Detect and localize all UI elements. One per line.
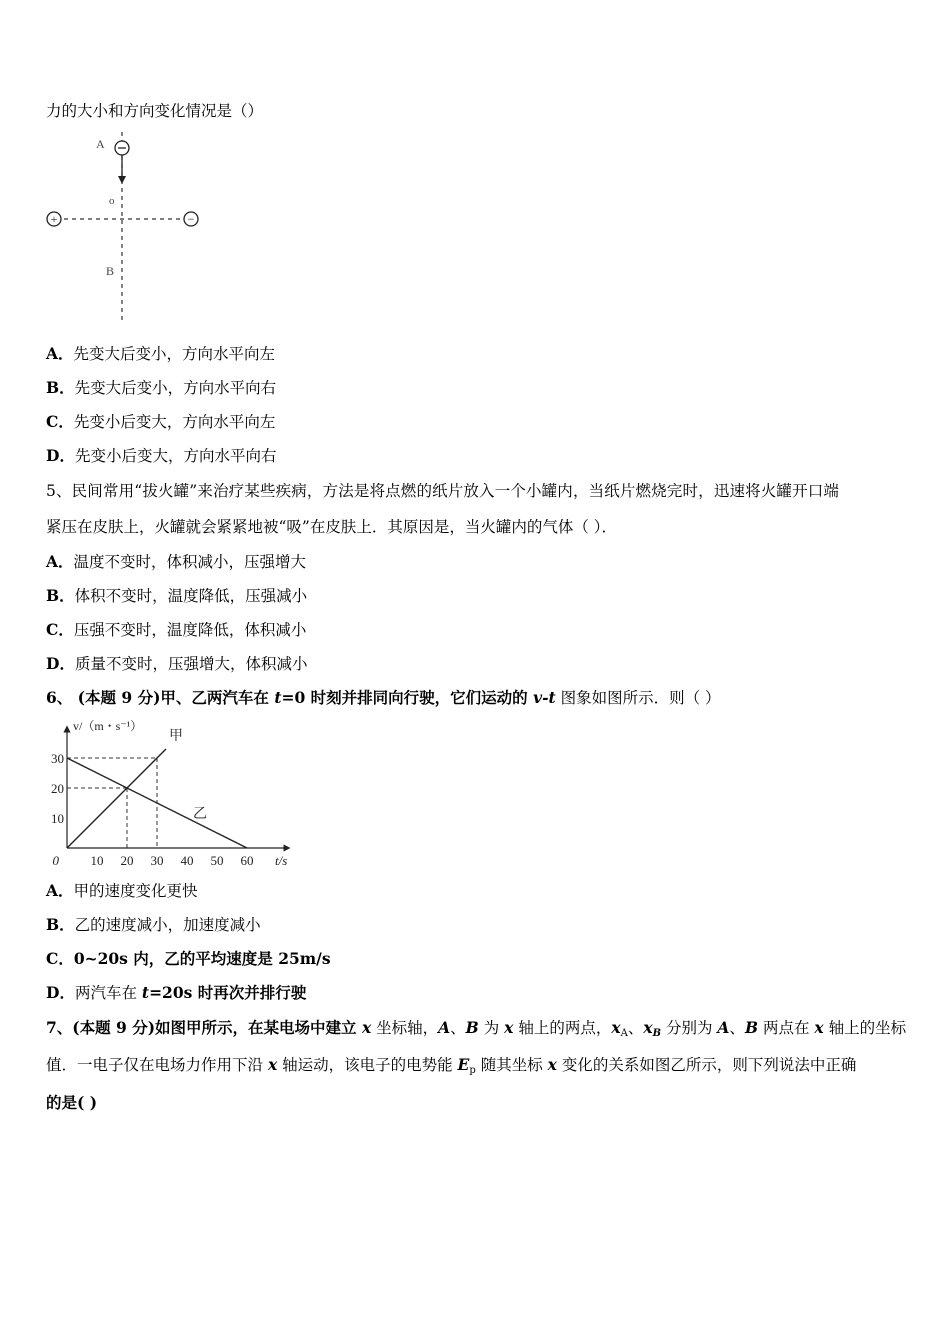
y-axis-label: v/（m・s⁻¹） [73, 719, 143, 733]
x-tick-label: 10 [90, 853, 104, 868]
q4-option-b: B．先变大后变小，方向水平向右 [46, 378, 277, 397]
series-label-jia: 甲 [169, 729, 183, 744]
x-tick-label: 20 [120, 853, 134, 868]
x-tick-label: 60 [240, 853, 254, 868]
q5-option-d: D．质量不变时，压强增大，体积减小 [46, 654, 308, 673]
question-4-stem: 力的大小和方向变化情况是（） [46, 102, 264, 120]
question-7-line-1: 7、(本题 9 分)如图甲所示，在某电场中建立 x 坐标轴，A、B 为 x 轴上的两点，$x_A$、$x_B$ 分别为 A、B 两点在 x 轴上的坐标 [46, 1018, 907, 1039]
q6-option-c: C．0~20s 内，乙的平均速度是 25m/s [46, 949, 331, 968]
q4-option-a: A．先变大后变小，方向水平向左 [46, 344, 276, 363]
question-7-line-2: 值．一电子仅在电场力作用下沿 x 轴运动，该电子的电势能 $E_p$ 随其坐标 x 变化的关系如图乙所示，则下列说法中正确 [46, 1055, 857, 1076]
label-O: o [109, 195, 115, 207]
q6-option-a: A．甲的速度变化更快 [46, 881, 198, 900]
q5-option-a: A．温度不变时，体积减小，压强增大 [46, 552, 307, 571]
q4-option-c: C．先变小后变大，方向水平向左 [46, 412, 276, 431]
x-tick-label: 40 [180, 853, 194, 868]
question-5-line-2: 紧压在皮肤上，火罐就会紧紧地被“吸”在皮肤上．其原因是，当火罐内的气体（ ）． [46, 518, 618, 536]
origin-label: 0 [52, 853, 59, 868]
q4-option-d: D．先变小后变大，方向水平向右 [46, 446, 277, 465]
label-minus: − [187, 212, 195, 226]
charge-diagram [40, 132, 210, 322]
label-B: B [106, 264, 115, 278]
label-plus: + [50, 212, 58, 226]
x-tick-label: 30 [150, 853, 164, 868]
series-line-甲 [67, 749, 166, 848]
x-axis-label: t/s [275, 853, 288, 868]
question-7-line-3: 的是( ) [46, 1093, 98, 1112]
q5-option-b: B．体积不变时，温度降低，压强减小 [46, 586, 308, 605]
y-tick-label: 30 [51, 751, 64, 766]
q5-option-c: C．压强不变时，温度降低，体积减小 [46, 620, 307, 639]
y-tick-label: 20 [51, 781, 64, 796]
y-tick-label: 10 [51, 811, 64, 826]
label-A: A [96, 137, 105, 151]
question-6-stem: 6、 (本题 9 分)甲、乙两汽车在 t=0 时刻并排同向行驶，它们运动的 v-t 图象如图所示．则（ ） [46, 688, 721, 707]
vt-chart [40, 714, 300, 874]
series-line-乙 [67, 758, 247, 848]
q6-option-d: D．两汽车在 t=20s 时再次并排行驶 [46, 983, 307, 1002]
series-label-yi: 乙 [193, 807, 207, 822]
x-tick-label: 50 [210, 853, 224, 868]
q6-option-b: B．乙的速度减小，加速度减小 [46, 915, 261, 934]
question-5-line-1: 5、民间常用“拔火罐”来治疗某些疾病，方法是将点燃的纸片放入一个小罐内，当纸片燃烧完时，迅速将火罐开口端 [46, 482, 840, 500]
